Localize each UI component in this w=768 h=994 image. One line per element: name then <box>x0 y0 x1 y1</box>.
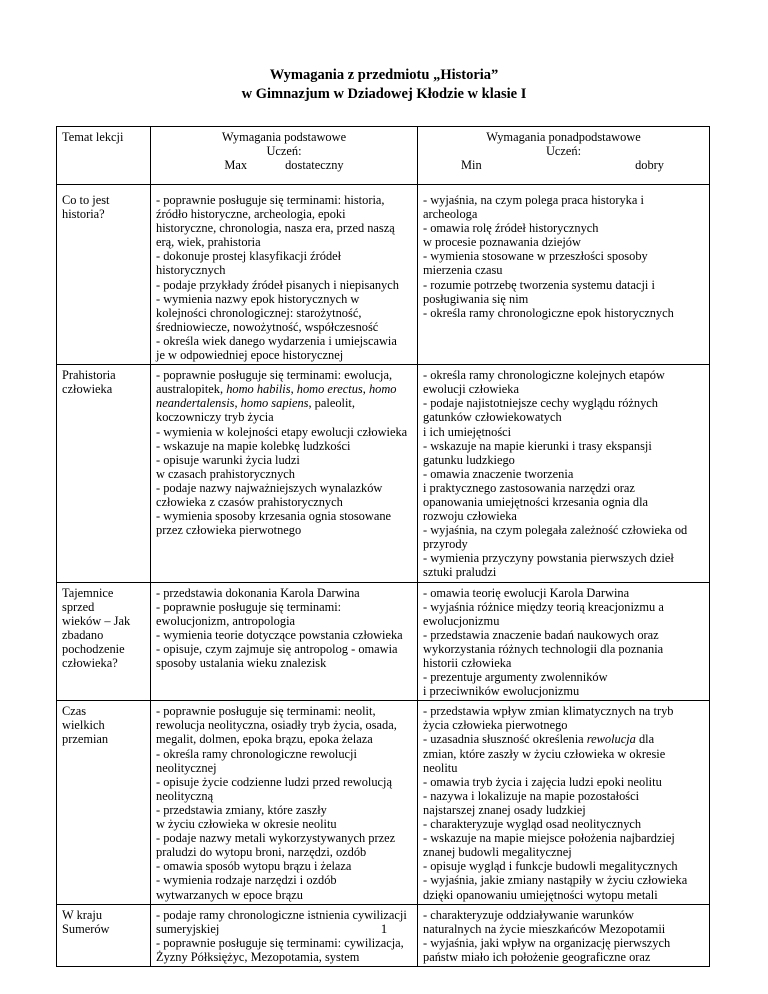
cell-line: w czasach prahistorycznych <box>156 466 295 481</box>
cell-line: ewolucjonizm, antropologia <box>156 613 296 628</box>
topic-cell <box>57 185 151 365</box>
header-advanced-student: Uczeń: <box>545 144 582 159</box>
cell-line: neolitycznej <box>156 760 217 775</box>
cell-line: - wymienia stosowane w przeszłości sposoby <box>423 249 648 264</box>
cell-line: - podaje najistotniejsze cechy wyglądu różnych <box>423 396 658 411</box>
cell-line: wykorzystania różnych technologii dla poznania <box>423 641 664 656</box>
header-basic-grade: dostateczny <box>285 158 344 173</box>
cell-line: - wyjaśnia, na czym polegała zależność człowieka od <box>423 523 688 538</box>
cell-line: - podaje nazwy metali wykorzystywanych przez <box>156 831 396 846</box>
cell-line: - charakteryzuje oddziaływanie warunków <box>423 907 634 922</box>
cell-line: archeologa <box>423 207 478 222</box>
cell-line: australopitek, homo habilis, homo erectus, homo <box>156 382 397 397</box>
header-topic: Temat lekcji <box>57 127 151 185</box>
cell-line: - opisuje wygląd i funkcje budowli megalitycznych <box>423 859 678 874</box>
cell-line: rewolucja neolityczna, osiadły tryb życia, osada, <box>156 718 397 733</box>
cell-line: przez człowieka pierwotnego <box>156 523 302 538</box>
topic-cell <box>57 365 151 582</box>
header-basic <box>151 127 418 185</box>
cell-line: historycznych <box>156 263 226 278</box>
cell-line: - wymienia sposoby krzesania ognia stosowane <box>156 509 392 524</box>
cell-line: - podaje przykłady źródeł pisanych i niepisanych <box>156 277 399 292</box>
cell-line: - określa ramy chronologiczne epok historycznych <box>423 305 674 320</box>
cell-line: posługiwania się nim <box>423 291 529 306</box>
cell-line: - przedstawia znaczenie badań naukowych oraz <box>423 627 659 642</box>
cell-line: Czas <box>62 704 87 719</box>
cell-line: gatunków człowiekowatych <box>423 410 562 425</box>
cell-line: - wyjaśnia, na czym polega praca historyka i <box>423 193 644 207</box>
cell-line: megalit, dolmen, epoka brązu, epoka żelaza <box>156 732 373 747</box>
table-header-row <box>57 127 710 185</box>
cell-line: przemian <box>62 732 109 747</box>
topic-cell <box>57 582 151 701</box>
topic-cell <box>57 701 151 904</box>
cell-line: - poprawnie posługuje się terminami: historia, <box>156 193 385 207</box>
cell-line: je w odpowiedniej epoce historycznej <box>156 348 344 363</box>
cell-line: sumeryjskiej <box>156 921 220 936</box>
title-line-1: Wymagania z przedmiotu „Historia” <box>269 67 499 83</box>
cell-line: życia człowieka pierwotnego <box>423 718 568 733</box>
cell-line: - wymienia rodzaje narzędzi i ozdób <box>156 873 337 888</box>
cell-line: - określa ramy chronologiczne kolejnych etapów <box>423 368 665 383</box>
cell-line: Co to jest <box>62 193 110 207</box>
header-basic-max: Max <box>224 158 248 173</box>
cell-line: wytwarzanych w epoce brązu <box>156 887 303 902</box>
requirements-table <box>56 126 710 967</box>
cell-line: - przedstawia zmiany, które zaszły <box>156 802 327 817</box>
cell-line: koczowniczy tryb życia <box>156 410 274 425</box>
header-basic-student: Uczeń: <box>266 144 302 159</box>
cell-line: gatunku ludzkiego <box>423 452 515 467</box>
cell-line: - określa wiek danego wydarzenia i umiejscawia <box>156 333 397 348</box>
cell-line: zmian, które zaszły w życiu człowieka w okresie <box>423 746 666 761</box>
advanced-requirements-cell <box>418 701 710 904</box>
cell-line: - nazywa i lokalizuje na mapie pozostałości <box>423 788 640 803</box>
basic-requirements-cell <box>151 185 418 365</box>
cell-line: - poprawnie posługuje się terminami: neolit, <box>156 704 376 719</box>
cell-line: - wyjaśnia, jakie zmiany nastąpiły w życiu człowieka <box>423 873 688 888</box>
cell-line: Tajemnice <box>62 585 114 600</box>
cell-line: - opisuje życie codzienne ludzi przed rewolucją <box>156 774 393 789</box>
cell-line: rozwoju człowieka <box>423 509 517 524</box>
cell-line: neolityczną <box>156 788 214 803</box>
table-body <box>57 185 710 967</box>
cell-line: - przedstawia wpływ zmian klimatycznych na tryb <box>423 704 674 719</box>
cell-line: - charakteryzuje wygląd osad neolitycznych <box>423 817 642 832</box>
cell-line: najstarszej znanej osady ludzkiej <box>423 802 586 817</box>
basic-requirements-cell <box>151 365 418 582</box>
header-advanced-grade: dobry <box>635 158 664 173</box>
table-row <box>57 701 710 904</box>
cell-line: - podaje ramy chronologiczne istnienia cywilizacji <box>156 907 407 922</box>
cell-line: - wymienia nazwy epok historycznych w <box>156 291 360 306</box>
table-row <box>57 582 710 701</box>
cell-line: źródło historyczne, archeologia, epoki <box>156 207 346 222</box>
cell-line: Sumerów <box>62 921 110 936</box>
advanced-requirements-cell <box>418 582 710 701</box>
cell-line: wielkich <box>62 718 105 733</box>
cell-line: - przedstawia dokonania Karola Darwina <box>156 585 360 600</box>
cell-line: człowieka? <box>62 656 118 670</box>
cell-line: - wymienia w kolejności etapy ewolucji człowieka <box>156 424 408 439</box>
cell-line: - poprawnie posługuje się terminami: cywilizacja, <box>156 935 404 950</box>
cell-line: - poprawnie posługuje się terminami: <box>156 599 342 614</box>
cell-line: sztuki praludzi <box>423 565 497 580</box>
cell-line: praludzi do wytopu broni, narzędzi, ozdób <box>156 845 367 860</box>
cell-line: pochodzenie <box>62 641 125 656</box>
cell-line: - wskazuje na mapie miejsce położenia najbardziej <box>423 831 675 846</box>
cell-line: - wymienia teorie dotyczące powstania człowieka <box>156 627 403 642</box>
cell-line: historia? <box>62 207 105 222</box>
cell-line: i praktycznego zastosowania narzędzi oraz <box>423 480 635 495</box>
cell-line: - poprawnie posługuje się terminami: ewolucja, <box>156 368 393 383</box>
table-row <box>57 185 710 365</box>
cell-line: sposoby ustalania wieku znalezisk <box>156 656 327 670</box>
cell-line: człowieka <box>62 382 113 397</box>
cell-line: neandertalensis, homo sapiens, paleolit, <box>156 396 355 411</box>
cell-line: - wskazuje na mapie kierunki i trasy ekspansji <box>423 438 652 453</box>
table-row <box>57 365 710 582</box>
header-advanced-min: Min <box>461 158 482 173</box>
cell-line: zbadano <box>62 627 104 642</box>
cell-line: - omawia znaczenie tworzenia <box>423 466 574 481</box>
cell-line: znanej budowli megalitycznej <box>423 845 572 860</box>
cell-line: mierzenia czasu <box>423 263 503 278</box>
cell-line: w życiu człowieka w okresie neolitu <box>156 817 337 832</box>
cell-line: historyczne, chronologia, nasza era, przed naszą <box>156 221 395 236</box>
cell-line: ewolucji człowieka <box>423 382 519 397</box>
cell-line: neolitu <box>423 760 458 775</box>
cell-line: ewolucjonizmu <box>423 613 500 628</box>
cell-line: wieków – Jak <box>62 613 131 628</box>
cell-line: przyrody <box>423 537 468 552</box>
cell-line: - wymienia przyczyny powstania pierwszych dzieł <box>423 551 674 566</box>
cell-line: naturalnych na życie mieszkańców Mezopotamii <box>423 921 666 936</box>
cell-line: - omawia tryb życia i zajęcia ludzi epoki neolitu <box>423 774 662 789</box>
header-basic-title: Wymagania podstawowe <box>221 130 347 144</box>
cell-line: w procesie poznawania dziejów <box>423 235 581 250</box>
header-advanced-title: Wymagania ponadpodstawowe <box>486 130 641 144</box>
cell-line: dzięki opanowaniu umiejętności wytopu metali <box>423 887 658 902</box>
cell-line: - uzasadnia słuszność określenia rewolucja dla <box>423 732 655 747</box>
cell-line: Prahistoria <box>62 368 116 383</box>
cell-line: erą, wiek, prahistoria <box>156 235 261 250</box>
title-line-2: w Gimnazjum w Dziadowej Kłodzie w klasie I <box>241 86 527 102</box>
cell-line: - wyjaśnia, jaki wpływ na organizację pierwszych <box>423 935 671 950</box>
cell-line: historii człowieka <box>423 656 512 670</box>
cell-line: - podaje nazwy najważniejszych wynalazków <box>156 480 383 495</box>
cell-line: - opisuje, czym zajmuje się antropolog - omawia <box>156 641 398 656</box>
basic-requirements-cell <box>151 701 418 904</box>
cell-line: - wyjaśnia różnice między teorią kreacjonizmu a <box>423 599 664 614</box>
cell-line: sprzed <box>62 599 95 614</box>
cell-line: - omawia teorię ewolucji Karola Darwina <box>423 585 630 600</box>
cell-line: - rozumie potrzebę tworzenia systemu datacji i <box>423 277 655 292</box>
cell-line: W kraju <box>62 907 103 922</box>
basic-requirements-cell <box>151 582 418 701</box>
header-advanced <box>418 127 710 185</box>
cell-line: kolejności chronologicznej: starożytność, <box>156 305 362 320</box>
cell-line: - dokonuje prostej klasyfikacji źródeł <box>156 249 342 264</box>
cell-line: człowieka z czasów prahistorycznych <box>156 494 343 509</box>
cell-line: opanowania umiejętności krzesania ognia dla <box>423 494 649 509</box>
cell-line: - wskazuje na mapie kolebkę ludzkości <box>156 438 351 453</box>
cell-line: i przeciwników ewolucjonizmu <box>423 684 580 699</box>
cell-line: średniowiecze, nowożytność, współczesność <box>156 319 379 334</box>
cell-line: - określa ramy chronologiczne rewolucji <box>156 746 357 761</box>
cell-line: - opisuje warunki życia ludzi <box>156 452 300 467</box>
cell-line: państw miało ich położenie geograficzne oraz <box>423 949 651 964</box>
cell-line: - omawia rolę źródeł historycznych <box>423 221 599 236</box>
cell-line: i ich umiejętności <box>423 424 512 439</box>
page-number: 1 <box>380 921 388 936</box>
advanced-requirements-cell <box>418 185 710 365</box>
cell-line: - prezentuje argumenty zwolenników <box>423 670 608 685</box>
cell-line: - omawia sposób wytopu brązu i żelaza <box>156 859 352 874</box>
cell-line: Żyzny Półksiężyc, Mezopotamia, system <box>156 949 360 964</box>
advanced-requirements-cell <box>418 365 710 582</box>
